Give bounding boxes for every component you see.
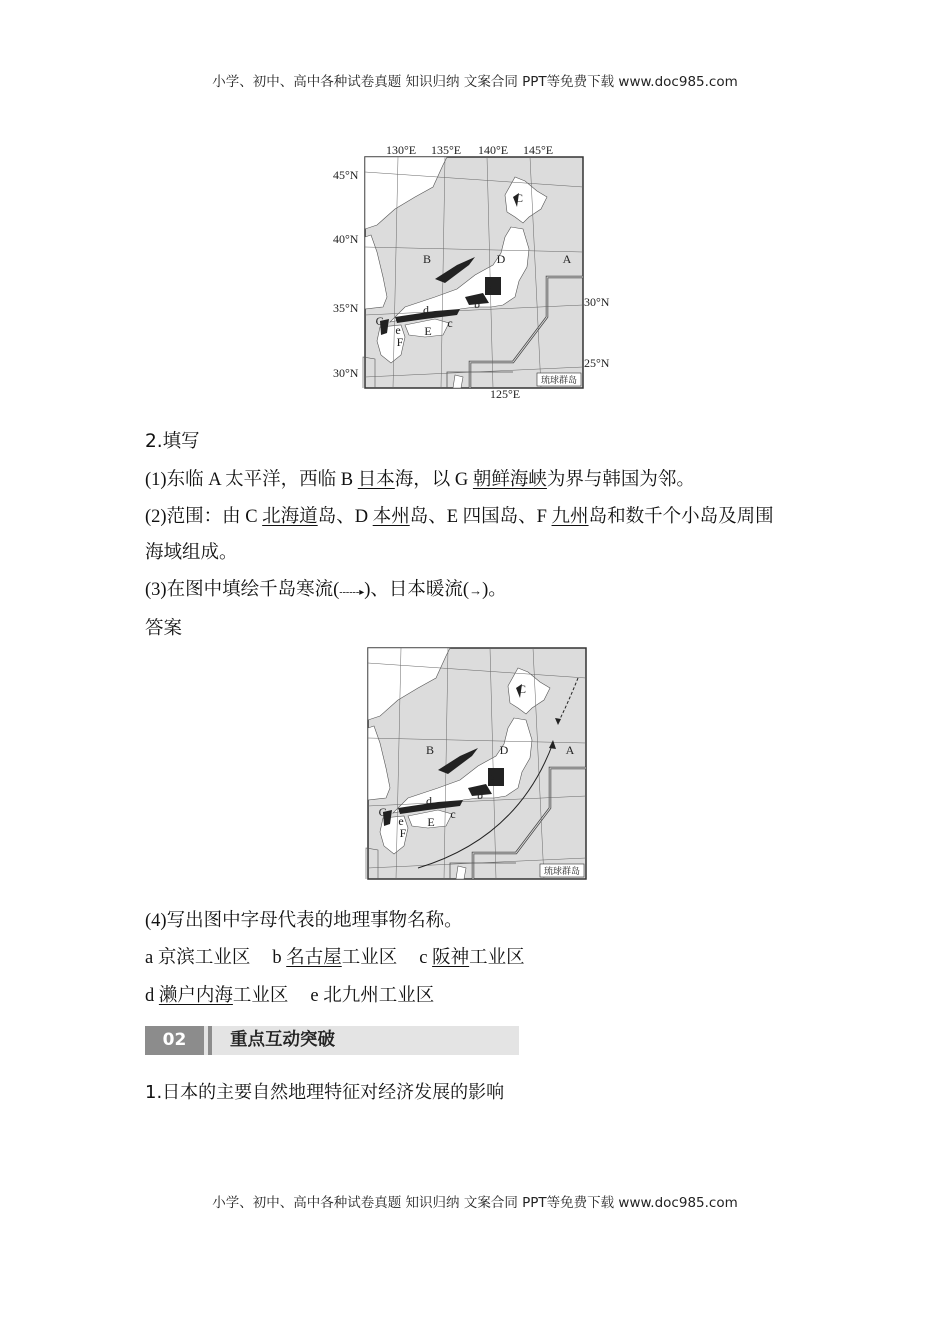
lon-label: 130°E <box>386 143 417 157</box>
japan-map-question <box>330 140 620 405</box>
answer: 北海道 <box>262 507 318 527</box>
map-letter-b: b <box>474 297 480 311</box>
lon-label: 140°E <box>478 143 509 157</box>
map-letter-A: A <box>562 252 572 266</box>
map-letter-D: D <box>496 252 506 266</box>
question-2-cont: 海域组成。 <box>145 543 238 563</box>
map-letter-F: F <box>396 335 404 349</box>
japan-map-answer <box>333 631 623 896</box>
map-letter-c: c <box>447 316 453 330</box>
map-letter-E: E <box>424 324 432 338</box>
question-2: (2)范围：由 C 北海道岛、D 本州岛、E 四国岛、F 九州岛和数千个小岛及周围 <box>145 507 774 527</box>
map-letter-a: a <box>487 278 493 292</box>
answer-row-2: d 濑户内海工业区 e 北九州工业区 <box>145 986 435 1006</box>
section-number: 02 <box>145 1026 204 1055</box>
lat-label: 30°N <box>333 366 359 380</box>
lat-label: 35°N <box>333 301 359 315</box>
map-letter-D: D <box>499 743 509 757</box>
cold-current-symbol: ------▸ <box>339 587 365 598</box>
lon-label: 135°E <box>431 143 462 157</box>
map-frame <box>363 157 583 388</box>
question-4: (4)写出图中字母代表的地理事物名称。 <box>145 911 463 931</box>
map-letter-E: E <box>427 815 435 829</box>
taiwan-island <box>453 375 463 388</box>
map-letter-e: e <box>398 814 404 828</box>
section-banner-title: 重点互动突破 <box>230 1030 335 1050</box>
map-letter-d: d <box>423 303 429 317</box>
answer-label: 答案 <box>145 618 183 639</box>
map-letter-B: B <box>422 252 432 266</box>
page-footer: 小学、初中、高中各种试卷真题 知识归纳 文案合同 PPT等免费下载 www.doc985.com <box>212 1195 738 1211</box>
inset-lat-label: 25°N <box>584 356 610 370</box>
inset-lat-label: 30°N <box>584 295 610 309</box>
lat-label: 45°N <box>333 168 359 182</box>
answer: 朝鲜海峡 <box>472 470 547 490</box>
subheading: 1.日本的主要自然地理特征对经济发展的影响 <box>145 1082 505 1103</box>
divider <box>208 1026 212 1055</box>
inset-name: 琉球群岛 <box>543 867 581 877</box>
map-letter-a: a <box>490 769 496 783</box>
taiwan-island <box>456 866 466 879</box>
map-letter-c: c <box>450 807 456 821</box>
inset-name: 琉球群岛 <box>540 376 578 386</box>
map-letter-C: C <box>517 682 527 696</box>
section-banner <box>145 1026 519 1055</box>
map-frame <box>366 648 586 879</box>
map-letter-e: e <box>395 323 401 337</box>
lat-label: 40°N <box>333 232 359 246</box>
warm-current-symbol: → <box>469 583 483 598</box>
map-letter-G: G <box>375 314 385 328</box>
answer: 本州 <box>372 507 410 527</box>
answer: 日本 <box>357 470 395 490</box>
map-letter-B: B <box>425 743 435 757</box>
japan-map-svg <box>330 140 620 405</box>
answer-row-1: a 京滨工业区 b 名古屋工业区 c 阪神工业区 <box>145 948 525 968</box>
lon-label: 145°E <box>523 143 554 157</box>
section-title: 2.填写 <box>145 431 200 452</box>
question-3: (3)在图中填绘千岛寒流(------▸)、日本暖流(→)。 <box>145 580 507 600</box>
question-1: (1)东临 A 太平洋，西临 B 日本海，以 G 朝鲜海峡为界与韩国为邻。 <box>145 470 695 490</box>
map-letter-d: d <box>426 794 432 808</box>
japan-map-svg <box>333 631 623 896</box>
map-letter-A: A <box>565 743 575 757</box>
page-header: 小学、初中、高中各种试卷真题 知识归纳 文案合同 PPT等免费下载 www.doc985.com <box>212 74 738 90</box>
inset-lon-label: 125°E <box>490 387 521 401</box>
answer: 九州 <box>551 507 589 527</box>
map-letter-F: F <box>399 826 407 840</box>
map-letter-b: b <box>477 788 483 802</box>
map-letter-C: C <box>514 191 524 205</box>
map-letter-G: G <box>378 805 388 819</box>
